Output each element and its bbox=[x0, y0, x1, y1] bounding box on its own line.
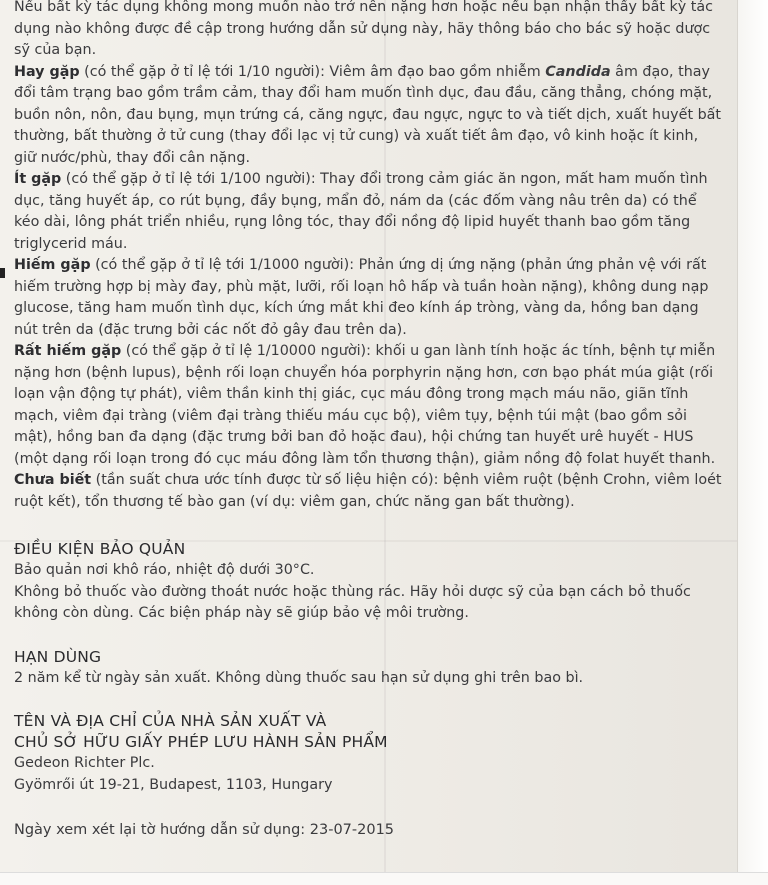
frequency-label-common: Hay gặp bbox=[14, 63, 80, 80]
side-effects-unknown: Chưa biết (tần suất chưa ước tính được từ số liệu hiện có): bệnh viêm ruột (bệnh Crohn, viêm loét ruột kết), tổn thương tế bào gan (ví dụ: viêm gan, chức năng gan bất thường). bbox=[14, 472, 722, 510]
leaflet-text bbox=[14, 0, 722, 842]
side-effects-very-rare: Rất hiếm gặp (có thể gặp ở tỉ lệ 1/10000 người): khối u gan lành tính hoặc ác tính, bệnh tự miễn nặng hơn (bệnh lupus), bệnh rối loạn chuyển hóa porphyrin nặng hơn, cơn bạo phát múa giật (rối loạn vận động tự phát), viêm thần kinh thị giác, cục máu đông trong mạch máu não, giãn tĩnh mạch, viêm đại tràng (viêm đại tràng thiếu máu cục bộ), viêm tụy, bệnh túi mật (bao gồm sỏi mật), hồng ban đa dạng (đặc trưng bởi ban đỏ hoặc đau), hội chứng tan huyết urê huyết - HUS (một dạng rối loạn trong đó cục máu đông làm tổn thương thận), giảm nồng độ folat huyết thanh. bbox=[14, 343, 716, 467]
margin-mark bbox=[0, 268, 5, 278]
side-effects-intro: Nếu bất kỳ tác dụng không mong muốn nào trở nên nặng hơn hoặc nếu bạn nhận thấy bất kỳ tác dụng nào không được đề cập trong hướng dẫn sử dụng này, hãy thông báo cho bác sỹ hoặc dược sỹ của bạn. bbox=[14, 0, 713, 58]
storage-line-2: Không bỏ thuốc vào đường thoát nước hoặc thùng rác. Hãy hỏi dược sỹ của bạn cách bỏ thuốc không còn dùng. Các biện pháp này sẽ giúp bảo vệ môi trường. bbox=[14, 583, 691, 621]
manufacturer-name: Gedeon Richter Plc. bbox=[14, 755, 155, 771]
frequency-label-uncommon: Ít gặp bbox=[14, 171, 62, 187]
storage-heading: ĐIỀU KIỆN BẢO QUẢN bbox=[14, 540, 186, 558]
side-effects-common: Hay gặp (có thể gặp ở tỉ lệ tới 1/10 người): Viêm âm đạo bao gồm nhiễm Candida âm đạo, thay đổi tâm trạng bao gồm trầm cảm, thay đổi ham muốn tình dục, đau đầu, căng thẳng, chóng mặt, buồn nôn, nôn, đau bụng, mụn trứng cá, căng ngực, đau ngực, ngực to và tiết dịch, xuất huyết bất thường, bất thường ở tử cung (thay đổi lạc vị tử cung) và xuất tiết âm đạo, vô kinh hoặc ít kinh, giữ nước/phù, thay đổi cân nặng. bbox=[14, 63, 722, 166]
side-effects-rare: Hiếm gặp (có thể gặp ở tỉ lệ tới 1/1000 người): Phản ứng dị ứng nặng (phản ứng phản vệ với rất hiếm trường hợp bị mày đay, phù mặt, lưỡi, rối loạn hô hấp và tuần hoàn nặng), không dung nạp glucose, tăng ham muốn tình dục, kích ứng mắt khi đeo kính áp tròng, vàng da, hồng ban dạng nút trên da (đặc trưng bởi các nốt đỏ gây đau trên da). bbox=[14, 257, 709, 338]
expiry-heading: HẠN DÙNG bbox=[14, 647, 102, 666]
expiry-text: 2 năm kể từ ngày sản xuất. Không dùng thuốc sau hạn sử dụng ghi trên bao bì. bbox=[14, 669, 584, 686]
frequency-label-unknown: Chưa biết bbox=[14, 472, 92, 488]
paper-edge-right bbox=[737, 0, 768, 885]
frequency-label-rare: Hiếm gặp bbox=[14, 257, 91, 273]
paper-edge-bottom bbox=[0, 872, 768, 885]
manufacturer-address: Gyömrői út 19-21, Budapest, 1103, Hungary bbox=[14, 776, 333, 793]
manufacturer-heading-line-2: CHỦ SỞ HỮU GIẤY PHÉP LƯU HÀNH SẢN PHẨM bbox=[14, 733, 388, 751]
frequency-label-very-rare: Rất hiếm gặp bbox=[14, 343, 122, 359]
side-effects-uncommon: Ít gặp (có thể gặp ở tỉ lệ tới 1/100 người): Thay đổi trong cảm giác ăn ngon, mất ham muốn tình dục, tăng huyết áp, co rút bụng, đầy bụng, mẩn đỏ, nám da (các đốm vàng nâu trên da) có thể kéo dài, lông phát triển nhiều, rụng lông tóc, thay đổi nồng độ lipid huyết thanh bao gồm tăng triglycerid máu. bbox=[14, 171, 708, 252]
manufacturer-heading-line-1: TÊN VÀ ĐỊA CHỈ CỦA NHÀ SẢN XUẤT VÀ bbox=[14, 712, 327, 730]
review-date: Ngày xem xét lại tờ hướng dẫn sử dụng: 23-07-2015 bbox=[14, 822, 395, 838]
storage-line-1: Bảo quản nơi khô ráo, nhiệt độ dưới 30°C. bbox=[14, 562, 315, 578]
candida-term: Candida bbox=[545, 63, 611, 80]
